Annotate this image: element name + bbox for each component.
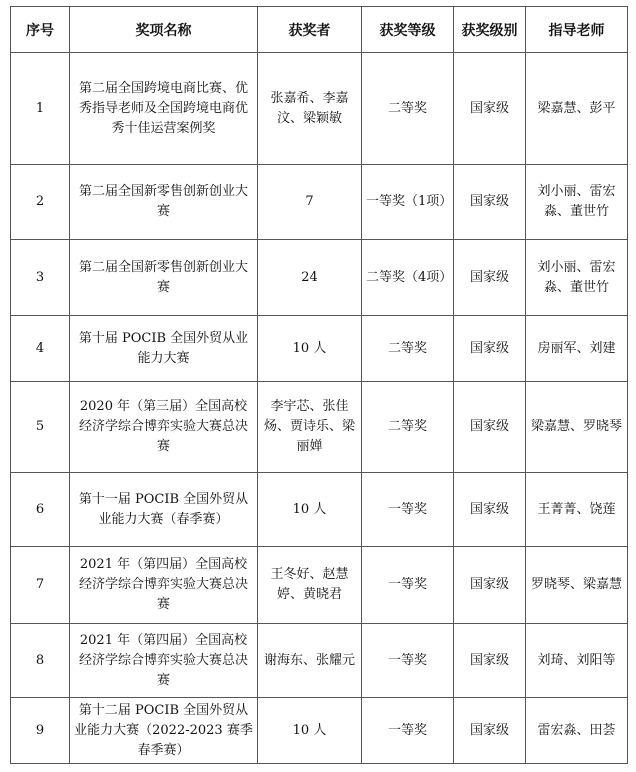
cell-grade: 一等奖（1项） xyxy=(362,165,454,240)
cell-advisor: 房丽军、刘建 xyxy=(526,316,628,382)
cell-advisor: 梁嘉慧、罗晓琴 xyxy=(526,382,628,473)
table-row xyxy=(11,53,628,165)
cell-level: 国家级 xyxy=(454,240,526,316)
table-row xyxy=(11,165,628,240)
cell-winners: 张嘉希、李嘉汶、梁颖敏 xyxy=(258,53,362,165)
cell-level: 国家级 xyxy=(454,382,526,473)
cell-level: 国家级 xyxy=(454,624,526,698)
cell-award-name: 第十二届 POCIB 全国外贸从业能力大赛（2022-2023 赛季春季赛） xyxy=(70,698,258,764)
header-advisor: 指导老师 xyxy=(526,7,628,53)
cell-grade: 一等奖 xyxy=(362,473,454,547)
cell-winners: 谢海东、张耀元 xyxy=(258,624,362,698)
header-award-name: 奖项名称 xyxy=(70,7,258,53)
cell-winners: 王冬好、赵慧婷、黄晓君 xyxy=(258,547,362,624)
table-row xyxy=(11,316,628,382)
cell-level: 国家级 xyxy=(454,698,526,764)
cell-advisor: 刘小丽、雷宏淼、董世竹 xyxy=(526,165,628,240)
cell-winners: 24 xyxy=(258,240,362,316)
cell-index: 8 xyxy=(11,624,70,698)
table-row xyxy=(11,547,628,624)
cell-advisor: 王菁菁、饶莲 xyxy=(526,473,628,547)
cell-index: 5 xyxy=(11,382,70,473)
header-index: 序号 xyxy=(11,7,70,53)
cell-index: 3 xyxy=(11,240,70,316)
cell-award-name: 第二届全国新零售创新创业大赛 xyxy=(70,165,258,240)
cell-advisor: 雷宏淼、田荟 xyxy=(526,698,628,764)
cell-award-name: 2021 年（第四届）全国高校经济学综合博弈实验大赛总决赛 xyxy=(70,547,258,624)
cell-level: 国家级 xyxy=(454,165,526,240)
cell-award-name: 第十一届 POCIB 全国外贸从业能力大赛（春季赛） xyxy=(70,473,258,547)
cell-level: 国家级 xyxy=(454,473,526,547)
header-winners: 获奖者 xyxy=(258,7,362,53)
cell-advisor: 刘琦、刘阳等 xyxy=(526,624,628,698)
cell-advisor: 梁嘉慧、彭平 xyxy=(526,53,628,165)
header-grade: 获奖等级 xyxy=(362,7,454,53)
cell-advisor: 罗晓琴、梁嘉慧 xyxy=(526,547,628,624)
cell-grade: 二等奖 xyxy=(362,382,454,473)
table-row xyxy=(11,240,628,316)
awards-table xyxy=(10,6,628,764)
cell-winners: 10 人 xyxy=(258,473,362,547)
cell-level: 国家级 xyxy=(454,316,526,382)
cell-award-name: 第二届全国新零售创新创业大赛 xyxy=(70,240,258,316)
cell-award-name: 2020 年（第三届）全国高校经济学综合博弈实验大赛总决赛 xyxy=(70,382,258,473)
cell-index: 6 xyxy=(11,473,70,547)
cell-index: 7 xyxy=(11,547,70,624)
cell-advisor: 刘小丽、雷宏淼、董世竹 xyxy=(526,240,628,316)
cell-grade: 一等奖 xyxy=(362,698,454,764)
header-level: 获奖级别 xyxy=(454,7,526,53)
cell-index: 4 xyxy=(11,316,70,382)
cell-winners: 10 人 xyxy=(258,316,362,382)
cell-winners: 李宇芯、张佳炀、贾诗乐、梁丽婵 xyxy=(258,382,362,473)
cell-index: 1 xyxy=(11,53,70,165)
cell-grade: 二等奖 xyxy=(362,316,454,382)
cell-index: 9 xyxy=(11,698,70,764)
cell-grade: 二等奖 xyxy=(362,53,454,165)
cell-award-name: 2021 年（第四届）全国高校经济学综合博弈实验大赛总决赛 xyxy=(70,624,258,698)
cell-winners: 7 xyxy=(258,165,362,240)
cell-award-name: 第二届全国跨境电商比赛、优秀指导老师及全国跨境电商优秀十佳运营案例奖 xyxy=(70,53,258,165)
cell-level: 国家级 xyxy=(454,547,526,624)
cell-level: 国家级 xyxy=(454,53,526,165)
table-body xyxy=(11,53,628,764)
table-row xyxy=(11,698,628,764)
table-row xyxy=(11,624,628,698)
cell-grade: 一等奖 xyxy=(362,547,454,624)
cell-award-name: 第十届 POCIB 全国外贸从业能力大赛 xyxy=(70,316,258,382)
cell-grade: 二等奖（4项） xyxy=(362,240,454,316)
cell-winners: 10 人 xyxy=(258,698,362,764)
table-header xyxy=(11,7,628,53)
table-row xyxy=(11,382,628,473)
header-row xyxy=(11,7,628,53)
cell-grade: 一等奖 xyxy=(362,624,454,698)
cell-index: 2 xyxy=(11,165,70,240)
table-row xyxy=(11,473,628,547)
